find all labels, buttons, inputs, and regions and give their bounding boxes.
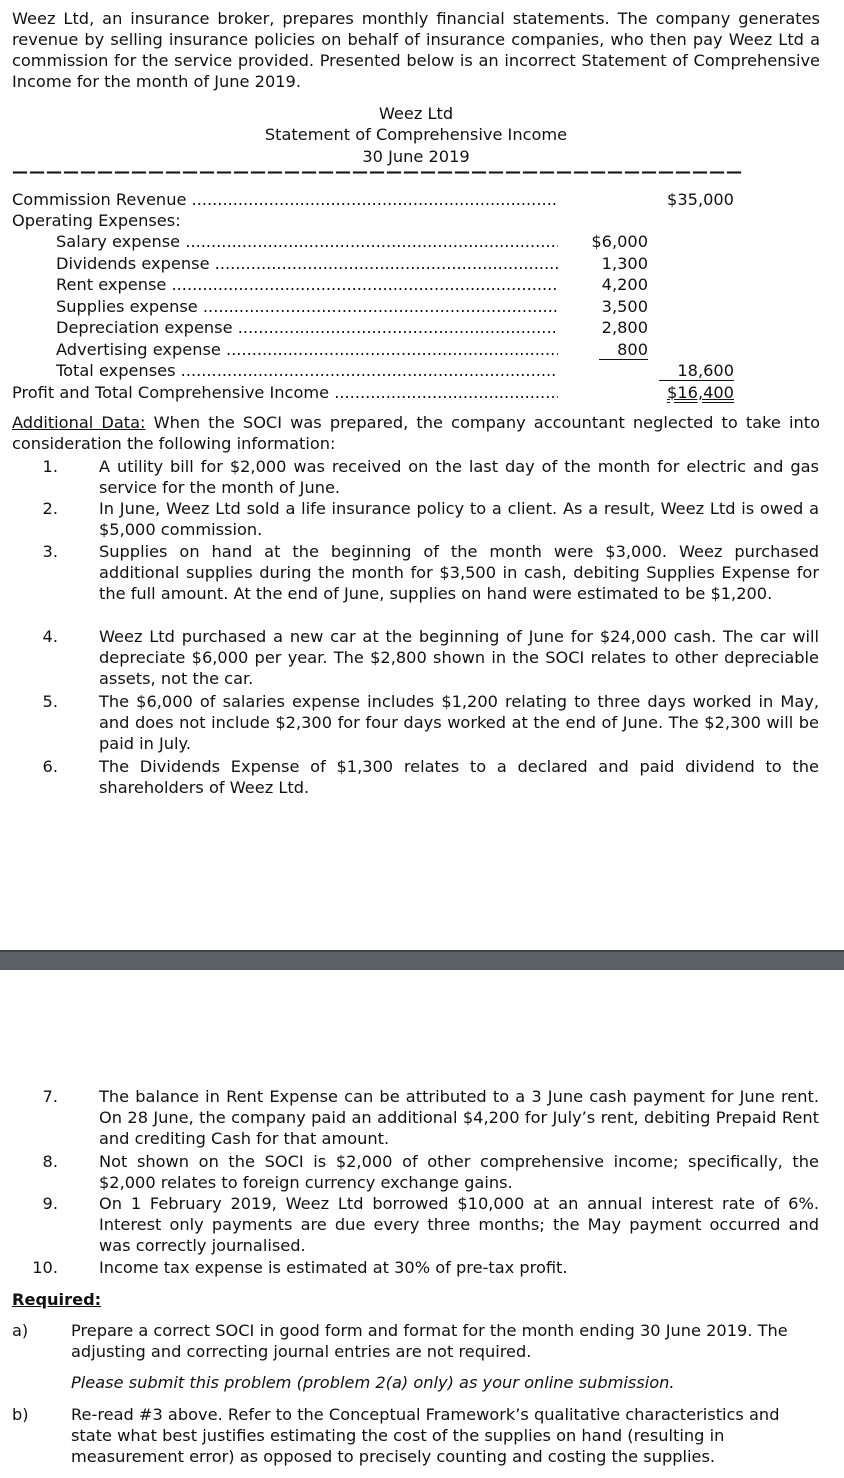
advertising-amount: 800 [599, 340, 648, 360]
expense-label: Supplies expense [56, 297, 198, 316]
expense-amount: 4,200 [601, 275, 648, 294]
expense-row [56, 339, 558, 360]
item-text: Income tax expense is estimated at 30% of pre-tax profit. [99, 1258, 568, 1277]
commission-row [12, 189, 558, 210]
commission-label: Commission Revenue [12, 190, 187, 209]
additional-data [12, 412, 820, 454]
expense-amount: 1,300 [601, 254, 648, 273]
total-expenses-row [56, 360, 558, 381]
item-text: Supplies on hand at the beginning of the month were $3,000. Weez purchased additional supplies during the month for $3,500 in cash, debiting Supplies Expense for the full amount. At the end of June, supplies on hand were estimated to be $1,200. [99, 542, 819, 603]
profit-label: Profit and Total Comprehensive Income [12, 383, 330, 402]
profit-row [12, 382, 558, 403]
required-a-text: Prepare a correct SOCI in good form and format for the month ending 30 June 2019. The adjusting and correcting journal entries are not required. [71, 1321, 788, 1361]
total-expenses-amount: 18,600 [659, 361, 734, 381]
total-expenses-label: Total expenses [56, 361, 176, 380]
expense-label: Dividends expense [56, 254, 210, 273]
profit-amount: $16,400 [667, 383, 734, 402]
required-a-note: Please submit this problem (problem 2(a) only) as your online submission. [71, 1373, 675, 1392]
item-text: The $6,000 of salaries expense includes $1,200 relating to three days worked in May, and does not include $2,300 for four days worked at the end of June. The $2,300 will be paid in July. [99, 692, 819, 753]
item-number: 9. [42, 1194, 58, 1213]
additional-text: When the SOCI was prepared, the company accountant neglected to take into consideration the following information: [12, 413, 821, 453]
item-number: 7. [42, 1087, 58, 1106]
required-heading: Required: [12, 1290, 102, 1309]
item-text: Weez Ltd purchased a new car at the beginning of June for $24,000 cash. The car will depreciate $6,000 per year. The $2,800 shown in the SOCI relates to other depreciable assets, not the car. [99, 627, 819, 688]
item-number: 2. [42, 499, 58, 518]
expense-row [56, 231, 558, 252]
item-text: A utility bill for $2,000 was received on the last day of the month for electric and gas service for the month of June. [99, 457, 819, 497]
item-number: 1. [42, 457, 58, 476]
statement-divider: ——————————————————————————————————————————— [12, 162, 743, 181]
item-number: 10. [32, 1258, 58, 1277]
item-text: Not shown on the SOCI is $2,000 of other comprehensive income; specifically, the $2,000 relates to foreign currency exchange gains. [99, 1152, 819, 1192]
expense-label: Advertising expense [56, 340, 221, 359]
expense-amount: 3,500 [601, 297, 648, 316]
statement-company: Weez Ltd [378, 104, 454, 123]
expense-label: Salary expense [56, 232, 181, 251]
required-b-label: b) [12, 1405, 29, 1424]
expense-label: Rent expense [56, 275, 167, 294]
intro-paragraph: Weez Ltd, an insurance broker, prepares monthly financial statements. The company generates revenue by selling insurance policies on behalf of insurance companies, who then pay Weez Ltd a commission for the service provided. Presented below is an incorrect Statement of Comprehensive Income for the month of June 2019. [12, 9, 820, 91]
expense-amount-last [599, 339, 648, 360]
item-number: 4. [42, 627, 58, 646]
required-a-label: a) [12, 1321, 29, 1340]
item-text: On 1 February 2019, Weez Ltd borrowed $10,000 at an annual interest rate of 6%. Interest only payments are due every three months; the May payment occurred and was correctly journalised. [99, 1194, 819, 1255]
expense-amount: 2,800 [601, 318, 648, 337]
item-text: The Dividends Expense of $1,300 relates to a declared and paid dividend to the shareholders of Weez Ltd. [99, 757, 819, 797]
item-number: 8. [42, 1152, 58, 1171]
item-number: 3. [42, 542, 58, 561]
total-expenses-amount-wrap [659, 360, 734, 381]
expense-row [56, 317, 558, 338]
expense-row [56, 253, 558, 274]
item-text: In June, Weez Ltd sold a life insurance policy to a client. As a result, Weez Ltd is owed a $5,000 commission. [99, 499, 819, 539]
opex-heading: Operating Expenses: [12, 211, 181, 230]
expense-label: Depreciation expense [56, 318, 233, 337]
statement-date: 30 June 2019 [362, 147, 470, 166]
additional-heading: Additional Data: [12, 413, 146, 432]
required-b-text: Re-read #3 above. Refer to the Conceptual Framework’s qualitative characteristics and state what best justifies estimating the cost of the supplies on hand (resulting in measurement error) as opposed to precisely counting and costing the supplies. [71, 1405, 780, 1466]
expense-row [56, 274, 558, 295]
statement-title: Statement of Comprehensive Income [264, 125, 568, 144]
commission-amount: $35,000 [667, 190, 734, 209]
expense-row [56, 296, 558, 317]
item-number: 5. [42, 692, 58, 711]
item-text: The balance in Rent Expense can be attributed to a 3 June cash payment for June rent. On 28 June, the company paid an additional $4,200 for July’s rent, debiting Prepaid Rent and crediting Cash for that amount. [99, 1087, 819, 1148]
item-number: 6. [42, 757, 58, 776]
expense-amount: $6,000 [591, 232, 648, 251]
page-separator-band [0, 950, 844, 970]
